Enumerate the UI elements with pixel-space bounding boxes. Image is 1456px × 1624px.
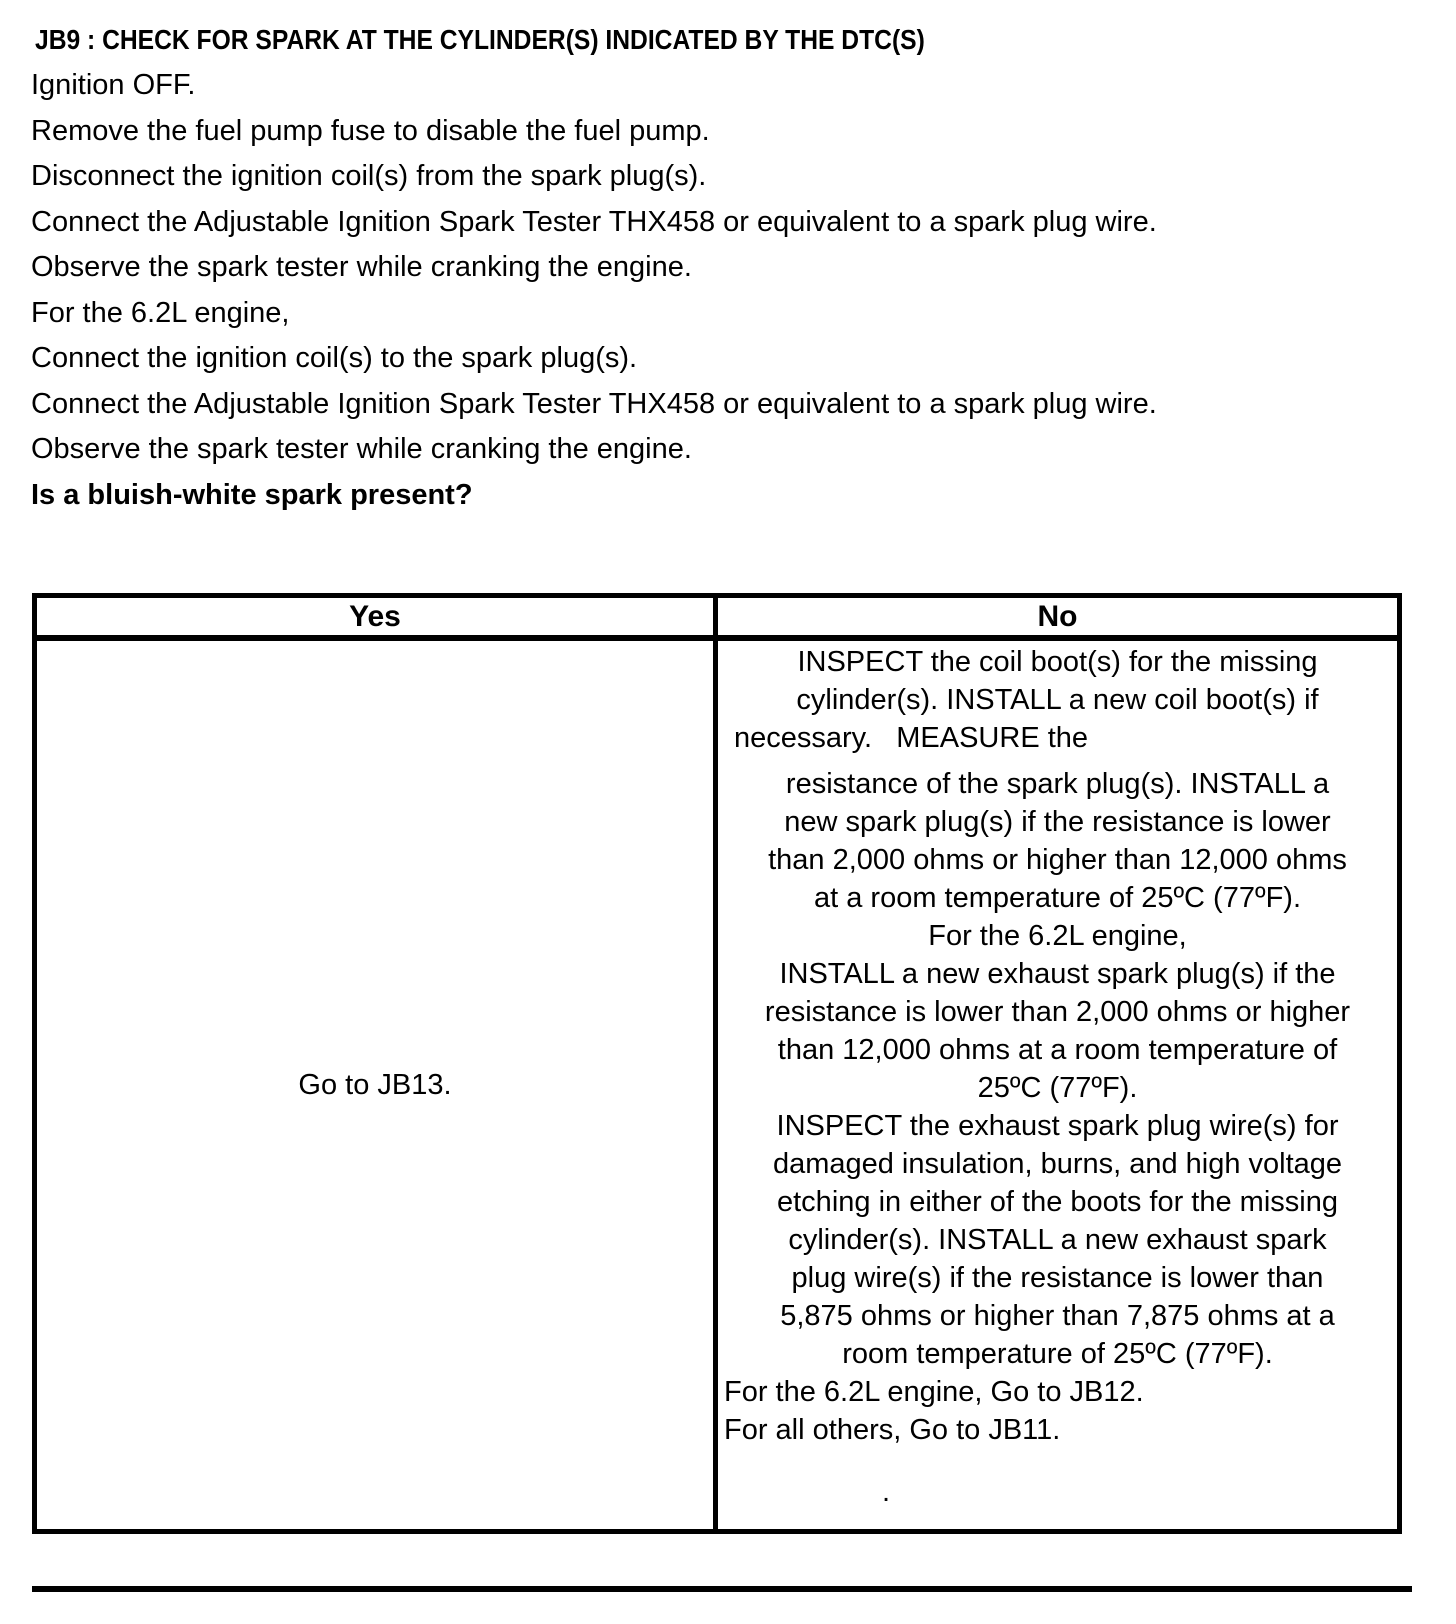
no-cell-line: room temperature of 25ºC (77ºF).	[842, 1338, 1273, 1370]
no-cell-line: cylinder(s). INSTALL a new exhaust spark	[788, 1224, 1327, 1256]
no-cell-line: resistance is lower than 2,000 ohms or higher	[764, 996, 1351, 1028]
no-cell-line: damaged insulation, burns, and high voltage	[772, 1148, 1343, 1180]
procedure-line: Observe the spark tester while cranking the engine.	[31, 251, 692, 283]
no-cell-line: than 12,000 ohms at a room temperature of	[777, 1034, 1338, 1066]
no-cell-line: cylinder(s). INSTALL a new coil boot(s) if	[796, 684, 1319, 716]
table-header-row	[37, 598, 1397, 641]
procedure-line: Remove the fuel pump fuse to disable the fuel pump.	[31, 114, 710, 147]
procedure-line: Disconnect the ignition coil(s) from the spark plug(s).	[31, 160, 707, 192]
procedure-line: Connect the ignition coil(s) to the spark plug(s).	[31, 342, 638, 374]
no-cell-line: For the 6.2L engine,	[928, 920, 1187, 952]
table-body-row	[37, 641, 1397, 1529]
no-result-cell	[718, 641, 1397, 1529]
procedure-line: For the 6.2L engine,	[31, 296, 290, 329]
no-cell-line: For the 6.2L engine, Go to JB12.	[724, 1376, 1144, 1408]
procedure-line: Ignition OFF.	[31, 69, 196, 101]
no-cell-line: For all others, Go to JB11.	[724, 1414, 1061, 1446]
question-text: Is a bluish-white spark present?	[31, 478, 473, 511]
no-cell-line: plug wire(s) if the resistance is lower than	[791, 1262, 1324, 1294]
page-title: JB9 : CHECK FOR SPARK AT THE CYLINDER(S) INDICATED BY THE DTC(S)	[35, 24, 925, 55]
procedure-steps	[31, 63, 1431, 518]
no-cell-line: 25ºC (77ºF).	[977, 1072, 1138, 1104]
no-cell-line: INSTALL a new exhaust spark plug(s) if the	[779, 958, 1336, 990]
no-cell-line: than 2,000 ohms or higher than 12,000 ohms	[768, 844, 1347, 876]
no-cell-line: 5,875 ohms or higher than 7,875 ohms at a	[780, 1300, 1335, 1332]
yes-column-header: Yes	[37, 598, 718, 635]
no-cell-line: INSPECT the exhaust spark plug wire(s) for	[776, 1110, 1339, 1142]
yes-result-cell	[37, 641, 718, 1529]
no-cell-line: etching in either of the boots for the missing	[777, 1186, 1338, 1218]
results-table	[32, 593, 1402, 1534]
goto-jb13-text: Go to JB13.	[298, 1068, 452, 1101]
no-cell-line: INSPECT the coil boot(s) for the missing	[797, 646, 1318, 678]
no-cell-line: necessary. MEASURE the	[734, 722, 1089, 754]
no-cell-line: new spark plug(s) if the resistance is lower	[784, 806, 1331, 838]
bottom-horizontal-rule	[32, 1586, 1412, 1592]
no-cell-line: resistance of the spark plug(s). INSTALL a	[785, 768, 1330, 800]
stray-period-artifact: .	[882, 1476, 891, 1508]
no-cell-line: at a room temperature of 25ºC (77ºF).	[814, 882, 1301, 914]
no-column-header: No	[1037, 600, 1078, 633]
procedure-line: Connect the Adjustable Ignition Spark Tester THX458 or equivalent to a spark plug wire.	[31, 387, 1157, 420]
procedure-line: Connect the Adjustable Ignition Spark Tester THX458 or equivalent to a spark plug wire.	[31, 205, 1157, 238]
procedure-line: Observe the spark tester while cranking the engine.	[31, 433, 692, 465]
